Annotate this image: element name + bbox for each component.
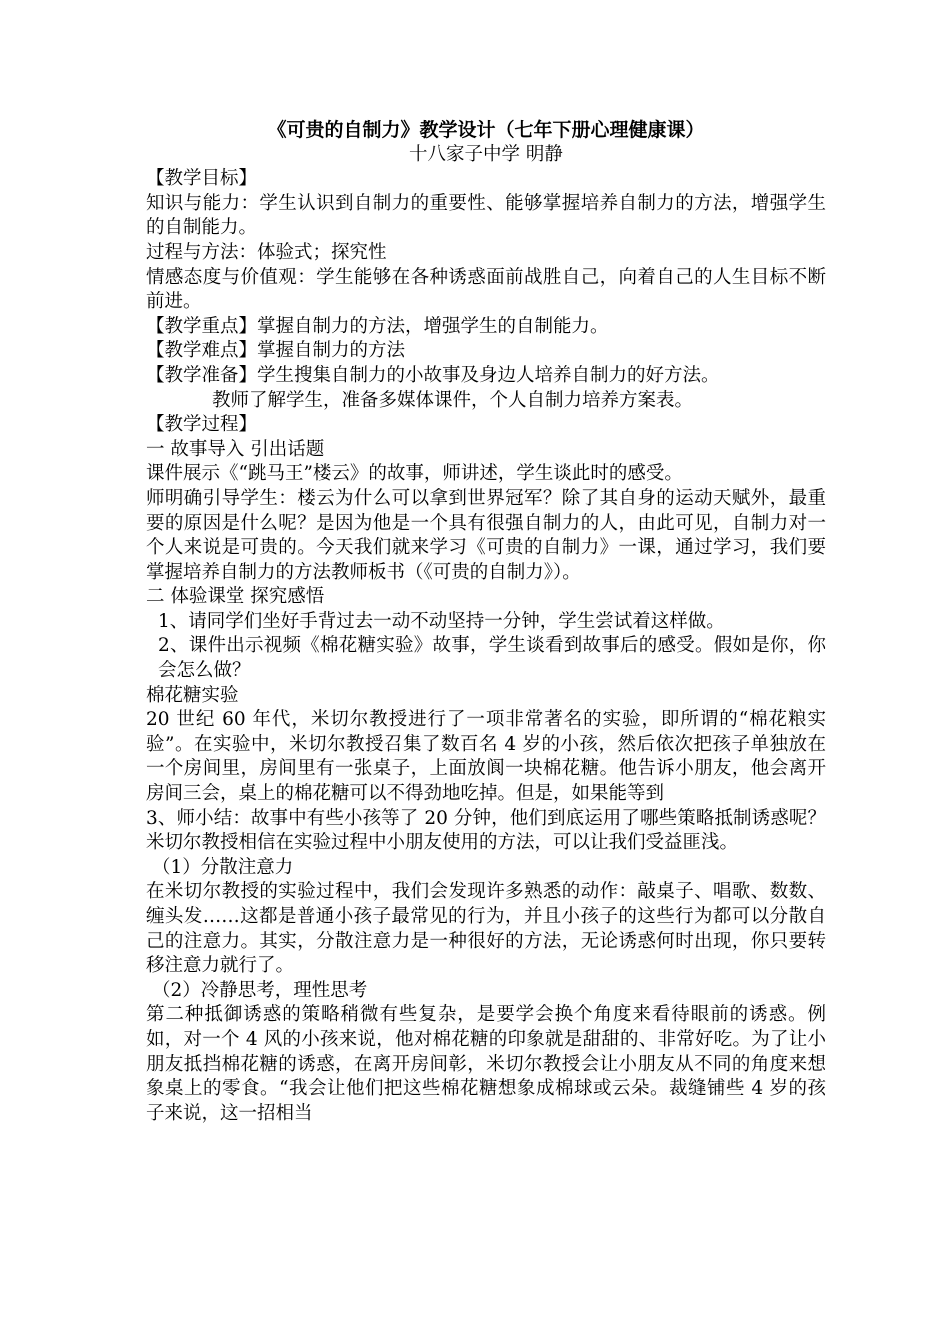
paragraph-difficult-points: 【教学难点】掌握自制力的方法 — [146, 340, 406, 362]
paragraph-preparation: 【教学准备】学生搜集自制力的小故事及身边人培养自制力的好方法。 — [146, 364, 720, 386]
subheading-marshmallow: 棉花糖实验 — [146, 684, 239, 706]
subheading-calm-thinking: （2）冷静思考，理性思考 — [152, 979, 368, 1001]
document-page — [146, 118, 826, 1126]
paragraph-knowledge-ability: 知识与能力：学生认识到自制力的重要性、能够掌握培养自制力的方法，增强学生的自制能力。 — [146, 192, 826, 239]
paragraph-calm-thinking: 第二种抵御诱惑的策略稍微有些复杂，是要学会换个角度来看待眼前的诱惑。例如，对一个 4 风的小孩来说，他对棉花糖的印象就是甜甜的、非常好吃。为了让小朋友抵挡棉花糖的诱惑，在离开房间彰，米切尔教授会让小朋友从不同的角度来想象桌上的零食。“我会让他们把这些棉花糖想象成棉球或云朵。裁缝铺些 4 岁的孩子来说，这一招相当 — [146, 1004, 826, 1124]
paragraph-teacher-guide: 师明确引导学生：楼云为什么可以拿到世界冠军？除了其自身的运动天赋外，最重要的原因是什么呢？是因为他是一个具有很强自制力的人，由此可见，自制力对一个人来说是可贵的。今天我们就来学习《可贵的自制力》一课，通过学习，我们要掌握培养自制力的方法教师板书（《可贵的自制力》）。 — [146, 487, 826, 583]
paragraph-step-1: 1、请同学们坐好手背过去一动不动坚持一分钟，学生尝试着这样做。 — [158, 610, 725, 632]
paragraph-step-2: 2、课件出示视频《棉花糖实验》故事，学生谈看到故事后的感受。假如是你，你会怎么做？ — [158, 635, 826, 682]
paragraph-distraction: 在米切尔教授的实验过程中，我们会发现许多熟悉的动作：敲桌子、唱歌、数数、缠头发……这都是普通小孩子最常见的行为，并且小孩子的这些行为都可以分散自己的注意力。其实，分散注意力是一种很好的方法，无论诱惑何时出现，你只要转移注意力就行了。 — [146, 881, 826, 977]
paragraph-process-method: 过程与方法：体验式；探究性 — [146, 241, 387, 263]
paragraph-marshmallow-story: 20 世纪 60 年代，米切尔教授进行了一项非常著名的实验，即所谓的“棉花粮实验”。在实验中，米切尔教授召集了数百名 4 岁的小孩，然后依次把孩子单独放在一个房间里，房间里有一张桌子，上面放阆一块棉花糖。他告诉小朋友，他会离开房间三会，桌上的棉花糖可以不得劲地吃掉。但是，如果能等到 — [146, 709, 826, 805]
paragraph-key-points: 【教学重点】掌握自制力的方法，增强学生的自制能力。 — [146, 315, 609, 337]
document-author: 十八家子中学 明静 — [409, 143, 563, 165]
subheading-story-intro: 一 故事导入 引出话题 — [146, 438, 325, 460]
paragraph-teacher-preparation: 教师了解学生，准备多媒体课件，个人自制力培养方案表。 — [212, 389, 694, 411]
paragraph-step-3: 3、师小结：故事中有些小孩等了 20 分钟，他们到底运用了哪些策略抵制诱惑呢？米切尔教授相信在实验过程中小朋友使用的方法，可以让我们受益匪浅。 — [146, 807, 826, 854]
section-heading-process: 【教学过程】 — [146, 414, 258, 436]
document-title: 《可贵的自制力》教学设计（七年下册心理健康课） — [267, 119, 705, 141]
paragraph-attitude-values: 情感态度与价值观：学生能够在各种诱惑面前战胜自己，向着自己的人生目标不断前进。 — [146, 266, 826, 313]
subheading-distraction: （1）分散注意力 — [152, 856, 294, 878]
subheading-experience: 二 体验课堂 探究感悟 — [146, 586, 325, 608]
paragraph-courseware-story: 课件展示《“跳马王”楼云》的故事，师讲述，学生谈此时的感受。 — [146, 463, 683, 485]
section-heading-objectives: 【教学目标】 — [146, 168, 258, 190]
